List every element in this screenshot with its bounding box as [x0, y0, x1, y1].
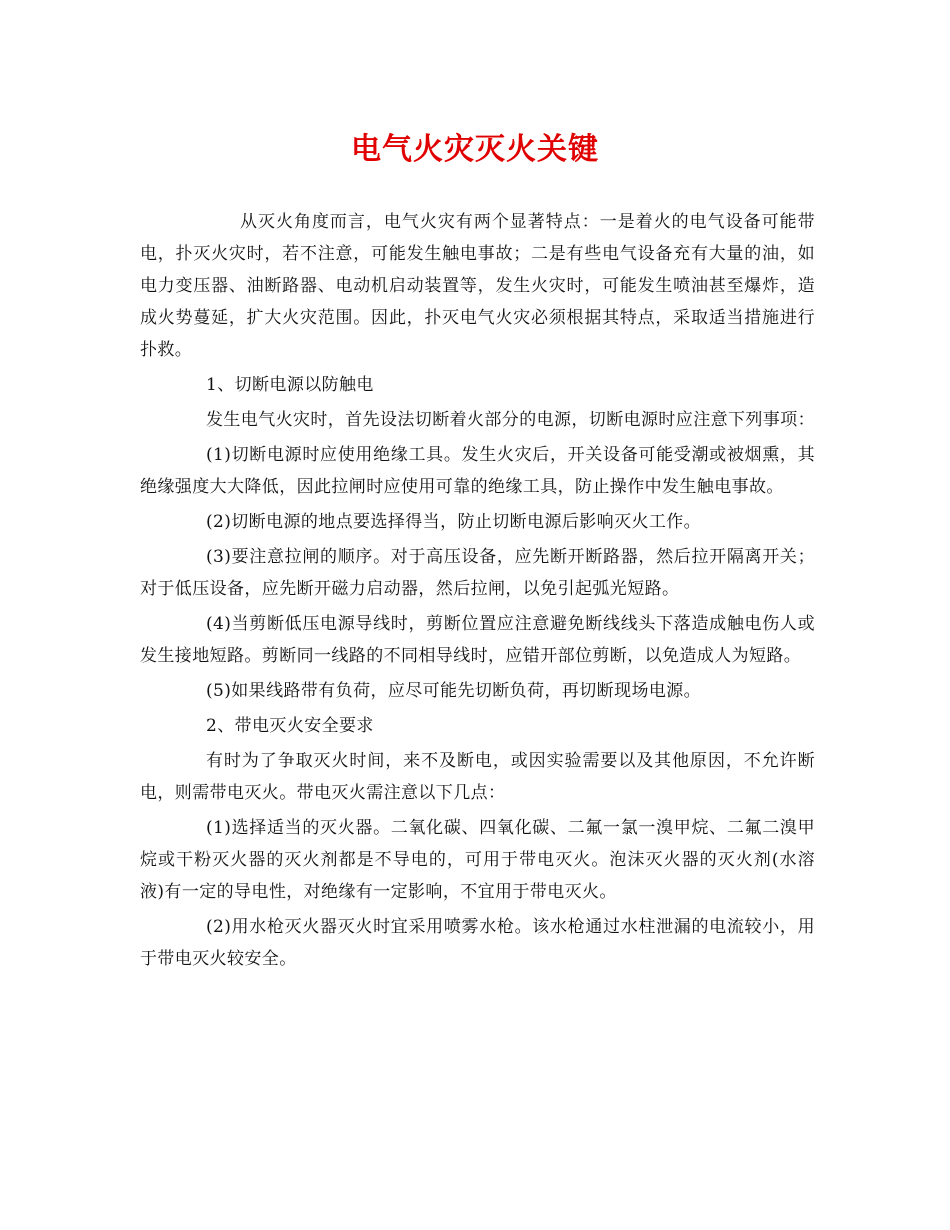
list-item: (2)用水枪灭火器灭火时宜采用喷雾水枪。该水枪通过水柱泄漏的电流较小，用于带电灭火较安全。 — [140, 917, 815, 969]
document-body — [140, 206, 815, 978]
section-heading-cut-power: 1、切断电源以防触电 — [206, 375, 374, 395]
list-item: (5)如果线路带有负荷，应尽可能先切断负荷，再切断现场电源。 — [206, 681, 702, 701]
intro-paragraph: 从灭火角度而言，电气火灾有两个显著特点：一是着火的电气设备可能带电，扑灭火灾时，若不注意，可能发生触电事故；二是有些电气设备充有大量的油，如电力变压器、油断路器、电动机启动装置等，发生火灾时，可能发生喷油甚至爆炸，造成火势蔓延，扩大火灾范围。因此，扑灭电气火灾必须根据其特点，采取适当措施进行扑救。 — [140, 212, 815, 360]
body-paragraph: 发生电气火灾时，首先设法切断着火部分的电源，切断电源时应注意下列事项： — [206, 410, 815, 430]
list-item: (1)切断电源时应使用绝缘工具。发生火灾后，开关设备可能受潮或被烟熏，其绝缘强度大大降低，因此拉闸时应使用可靠的绝缘工具，防止操作中发生触电事故。 — [140, 445, 815, 497]
list-item: (2)切断电源的地点要选择得当，防止切断电源后影响灭火工作。 — [206, 512, 702, 532]
document-title: 电气火灾灭火关键 — [351, 132, 599, 167]
list-item: (3)要注意拉闸的顺序。对于高压设备，应先断开断路器，然后拉开隔离开关；对于低压设备，应先断开磁力启动器，然后拉闸，以免引起弧光短路。 — [140, 547, 815, 599]
section-heading-live-firefighting: 2、带电灭火安全要求 — [206, 716, 374, 736]
body-paragraph: 有时为了争取灭火时间，来不及断电，或因实验需要以及其他原因，不允许断电，则需带电灭火。带电灭火需注意以下几点： — [140, 751, 815, 803]
list-item: (4)当剪断低压电源导线时，剪断位置应注意避免断线线头下落造成触电伤人或发生接地短路。剪断同一线路的不同相导线时，应错开部位剪断，以免造成人为短路。 — [140, 614, 815, 666]
list-item: (1)选择适当的灭火器。二氧化碳、四氧化碳、二氟一氯一溴甲烷、二氟二溴甲烷或干粉灭火器的灭火剂都是不导电的，可用于带电灭火。泡沫灭火器的灭火剂(水溶液)有一定的导电性，对绝缘有一定影响，不宜用于带电灭火。 — [140, 818, 815, 902]
